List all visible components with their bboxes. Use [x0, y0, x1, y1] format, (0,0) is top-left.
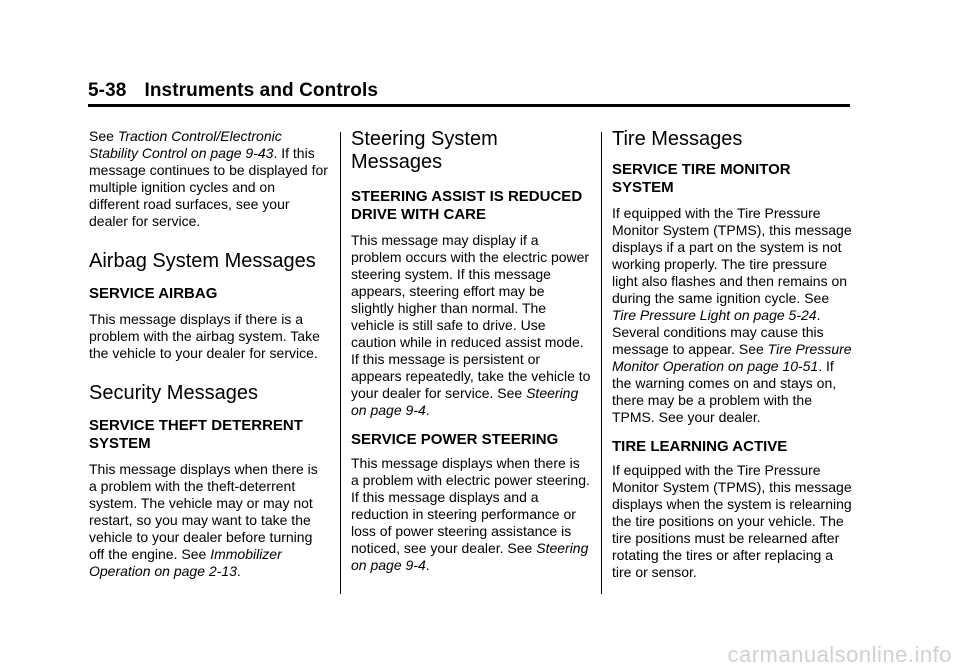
service-theft-heading: SERVICE THEFT DETERRENT SYSTEM [89, 417, 303, 452]
page-number: 5-38 [88, 80, 127, 101]
immobilizer-link[interactable]: Immobilizer Operation on page 2-13 [89, 546, 282, 579]
column-2 [351, 128, 591, 574]
airbag-messages-heading: Airbag System Messages [89, 250, 316, 272]
steering-link-1[interactable]: Steering on page 9-4 [351, 385, 579, 418]
service-airbag-heading: SERVICE AIRBAG [89, 285, 218, 302]
steering-link-2[interactable]: Steering on page 9-4 [351, 540, 589, 573]
service-power-steering-heading: SERVICE POWER STEERING [351, 431, 559, 448]
column-divider-2 [601, 132, 602, 594]
page-header [88, 80, 850, 107]
column-3 [612, 128, 852, 581]
security-messages-heading: Security Messages [89, 382, 258, 404]
service-tire-monitor-text: If equipped with the Tire Pressure Monitor System (TPMS), this message displays if a part on the system is not working properly. The tire pressure light also flashes and then remains on during the same ignition cycle. See Tire Pressure Light on page 5-24. Several conditions may cause this message to appear. See Tire Pressure Monitor Operation on page 10-51. If the warning comes on and stays on, there may be a problem with the TPMS. See your dealer. [612, 205, 852, 425]
traction-control-link[interactable]: Traction Control/Electronic Stability Control on page 9-43 [89, 128, 282, 161]
steering-messages-heading: Steering System Messages [351, 128, 498, 173]
section-title: Instruments and Controls [144, 80, 379, 101]
service-tire-monitor-heading: SERVICE TIRE MONITOR SYSTEM [612, 161, 791, 196]
service-theft-text: This message displays when there is a problem with the theft-deterrent system. The vehicle may or may not restart, so you may want to take the vehicle to your dealer before turning off the engine. See Immobilizer Operation on page 2-13. [89, 461, 318, 579]
service-airbag-text: This message displays if there is a problem with the airbag system. Take the vehicle to your dealer for service. [89, 311, 320, 361]
column-divider-1 [340, 132, 341, 594]
steering-assist-text: This message may display if a problem occurs with the electric power steering system. If this message appears, steering effort may be slightly higher than normal. The vehicle is still safe to drive. Use caution while in reduced assist mode. If this message is persistent or appears repeatedly, take the vehicle to your dealer for service. See Steering on page 9-4. [351, 232, 591, 418]
watermark: carmanualsonline.info [727, 642, 952, 667]
intro-paragraph: See Traction Control/Electronic Stability Control on page 9-43. If this message continues to be displayed for multiple ignition cycles and on different road surfaces, see your dealer for service. [89, 128, 328, 229]
tire-pressure-light-link[interactable]: Tire Pressure Light on page 5-24 [612, 307, 817, 323]
tire-learning-text: If equipped with the Tire Pressure Monitor System (TPMS), this message displays when the system is relearning the tire positions on your vehicle. The tire positions must be relearned after rotating the tires or after replacing a tire or sensor. [612, 462, 852, 580]
column-1 [89, 128, 329, 580]
tpms-operation-link[interactable]: Tire Pressure Monitor Operation on page 10-51 [612, 341, 852, 374]
service-power-steering-text: This message displays when there is a problem with electric power steering. If this message displays and a reduction in steering performance or loss of power steering assistance is noticed, see your dealer. See Steering on page 9-4. [351, 455, 590, 573]
tire-messages-heading: Tire Messages [612, 128, 743, 150]
steering-assist-heading: STEERING ASSIST IS REDUCED DRIVE WITH CARE [351, 188, 583, 223]
tire-learning-heading: TIRE LEARNING ACTIVE [612, 438, 788, 455]
